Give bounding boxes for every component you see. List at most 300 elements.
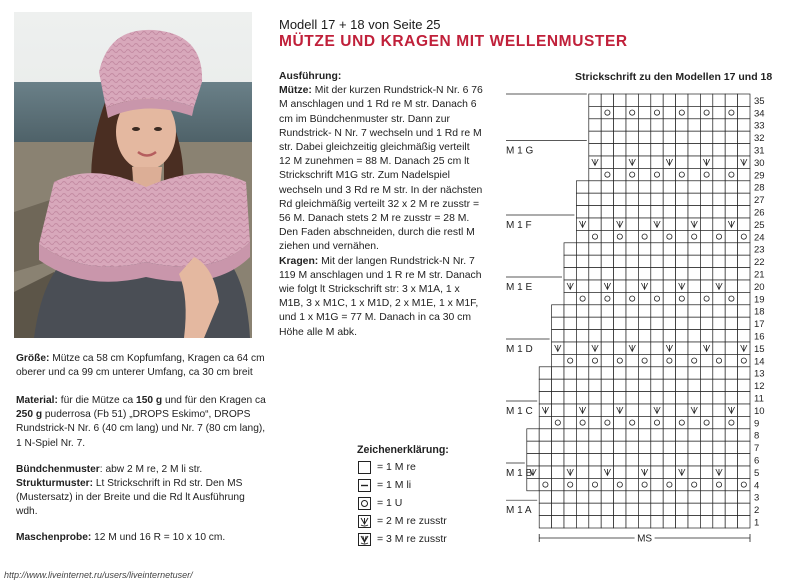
chart-cell bbox=[564, 491, 576, 503]
legend-item-purl bbox=[358, 478, 411, 492]
chart-cell bbox=[552, 466, 564, 478]
chart-cell bbox=[663, 354, 675, 366]
chart-cell bbox=[626, 255, 638, 267]
chart-cell bbox=[738, 206, 750, 218]
chart-cell bbox=[552, 367, 564, 379]
chart-cell bbox=[663, 305, 675, 317]
maschenprobe-label: Maschenprobe: bbox=[16, 532, 92, 543]
chart-cell bbox=[713, 503, 725, 515]
chart-cell bbox=[663, 491, 675, 503]
row-number: 28 bbox=[754, 182, 765, 194]
chart-cell bbox=[589, 429, 601, 441]
chart-cell bbox=[601, 404, 613, 416]
chart-cell bbox=[651, 392, 663, 404]
structure-pattern-info bbox=[16, 477, 266, 520]
chart-cell bbox=[700, 330, 712, 342]
chart-cell bbox=[589, 280, 601, 292]
chart-cell bbox=[700, 392, 712, 404]
chart-cell bbox=[738, 392, 750, 404]
chart-cell bbox=[713, 367, 725, 379]
chart-cell bbox=[651, 168, 663, 180]
chart-cell bbox=[651, 243, 663, 255]
chart-cell bbox=[688, 305, 700, 317]
chart-cell bbox=[651, 478, 663, 490]
row-number: 26 bbox=[754, 207, 765, 219]
chart-cell bbox=[614, 491, 626, 503]
chart-cell bbox=[663, 144, 675, 156]
chart-cell bbox=[713, 429, 725, 441]
chart-cell bbox=[589, 330, 601, 342]
ms-label: MS bbox=[637, 533, 653, 545]
legend-item-yarnover bbox=[358, 496, 402, 510]
instructions-heading: Ausführung: bbox=[279, 71, 342, 82]
chart-cell bbox=[725, 516, 737, 528]
chart-cell bbox=[738, 379, 750, 391]
chart-cell bbox=[601, 330, 613, 342]
chart-cell bbox=[614, 243, 626, 255]
material-label: Material: bbox=[16, 395, 58, 406]
chart-cell bbox=[651, 206, 663, 218]
chart-cell bbox=[638, 106, 650, 118]
chart-cell bbox=[614, 454, 626, 466]
chart-cell bbox=[663, 429, 675, 441]
chart-cell bbox=[589, 106, 601, 118]
chart-cell bbox=[651, 230, 663, 242]
chart-cell bbox=[676, 292, 688, 304]
chart-cell bbox=[601, 193, 613, 205]
chart-cell bbox=[713, 491, 725, 503]
chart-cell bbox=[738, 429, 750, 441]
chart-cell bbox=[713, 144, 725, 156]
chart-cell bbox=[725, 478, 737, 490]
chart-cell bbox=[713, 342, 725, 354]
row-number: 3 bbox=[754, 492, 760, 504]
chart-cell bbox=[676, 491, 688, 503]
row-number: 18 bbox=[754, 306, 765, 318]
chart-cell bbox=[738, 354, 750, 366]
chart-cell bbox=[601, 342, 613, 354]
chart-cell bbox=[663, 367, 675, 379]
chart-cell bbox=[614, 317, 626, 329]
chart-cell bbox=[576, 503, 588, 515]
chart-cell bbox=[676, 317, 688, 329]
chart-cell bbox=[688, 131, 700, 143]
chart-cell bbox=[725, 106, 737, 118]
chart-cell bbox=[688, 144, 700, 156]
chart-cell bbox=[626, 230, 638, 242]
row-number: 2 bbox=[754, 505, 760, 517]
chart-cell bbox=[688, 181, 700, 193]
chart-cell bbox=[725, 416, 737, 428]
chart-cell bbox=[638, 193, 650, 205]
chart-cell bbox=[663, 416, 675, 428]
chart-cell bbox=[564, 429, 576, 441]
chart-cell bbox=[564, 317, 576, 329]
chart-cell bbox=[589, 354, 601, 366]
chart-cell bbox=[539, 392, 551, 404]
section-label: M 1 C bbox=[506, 405, 533, 417]
chart-cell bbox=[651, 367, 663, 379]
chart-cell bbox=[601, 156, 613, 168]
legend-label: = 1 M li bbox=[377, 479, 412, 491]
chart-cell bbox=[576, 193, 588, 205]
struktur-label: Strukturmuster: bbox=[16, 478, 93, 489]
chart-cell bbox=[663, 106, 675, 118]
chart-cell bbox=[700, 503, 712, 515]
chart-cell bbox=[614, 156, 626, 168]
chart-cell bbox=[738, 503, 750, 515]
chart-cell bbox=[663, 516, 675, 528]
chart-cell bbox=[713, 119, 725, 131]
chart-cell bbox=[638, 168, 650, 180]
chart-cell bbox=[651, 131, 663, 143]
chart-cell bbox=[738, 144, 750, 156]
chart-cell bbox=[576, 268, 588, 280]
chart-cell bbox=[700, 454, 712, 466]
chart-cell bbox=[614, 330, 626, 342]
chart-cell bbox=[688, 379, 700, 391]
chart-cell bbox=[700, 491, 712, 503]
section-label: M 1 B bbox=[506, 467, 533, 479]
chart-cell bbox=[527, 441, 539, 453]
purl-stitch-icon bbox=[358, 479, 371, 492]
chart-cell bbox=[725, 342, 737, 354]
chart-cell bbox=[676, 243, 688, 255]
chart-cell bbox=[601, 503, 613, 515]
chart-cell bbox=[601, 106, 613, 118]
chart-cell bbox=[614, 441, 626, 453]
chart-cell bbox=[564, 478, 576, 490]
chart-cell bbox=[564, 379, 576, 391]
chart-cell bbox=[552, 516, 564, 528]
chart-cell bbox=[638, 119, 650, 131]
chart-cell bbox=[564, 454, 576, 466]
chart-cell bbox=[713, 243, 725, 255]
chart-cell bbox=[589, 441, 601, 453]
chart-cell bbox=[626, 305, 638, 317]
k3tog-icon bbox=[358, 533, 371, 546]
chart-cell bbox=[663, 206, 675, 218]
chart-cell bbox=[651, 94, 663, 106]
chart-cell bbox=[738, 404, 750, 416]
chart-cell bbox=[688, 193, 700, 205]
chart-cell bbox=[688, 441, 700, 453]
chart-cell bbox=[601, 168, 613, 180]
chart-cell bbox=[564, 243, 576, 255]
chart-cell bbox=[700, 516, 712, 528]
chart-cell bbox=[713, 354, 725, 366]
row-number: 12 bbox=[754, 381, 765, 393]
chart-cell bbox=[738, 243, 750, 255]
chart-cell bbox=[638, 330, 650, 342]
chart-cell bbox=[738, 193, 750, 205]
chart-cell bbox=[589, 193, 601, 205]
chart-cell bbox=[614, 119, 626, 131]
material-text-2: und für den Kragen ca bbox=[162, 395, 266, 406]
chart-cell bbox=[552, 392, 564, 404]
chart-cell bbox=[688, 516, 700, 528]
chart-cell bbox=[552, 478, 564, 490]
chart-cell bbox=[725, 330, 737, 342]
chart-cell bbox=[738, 94, 750, 106]
chart-cell bbox=[688, 156, 700, 168]
chart-cell bbox=[589, 392, 601, 404]
chart-cell bbox=[614, 292, 626, 304]
chart-cell bbox=[676, 218, 688, 230]
chart-cell bbox=[713, 218, 725, 230]
chart-cell bbox=[614, 144, 626, 156]
chart-cell bbox=[589, 466, 601, 478]
chart-cell bbox=[688, 392, 700, 404]
chart-cell bbox=[651, 193, 663, 205]
chart-cell bbox=[589, 218, 601, 230]
chart-cell bbox=[626, 268, 638, 280]
chart-cell bbox=[700, 280, 712, 292]
chart-cell bbox=[676, 305, 688, 317]
chart-cell bbox=[688, 268, 700, 280]
chart-cell bbox=[589, 94, 601, 106]
chart-cell bbox=[725, 466, 737, 478]
row-number: 15 bbox=[754, 343, 765, 355]
chart-cell bbox=[638, 416, 650, 428]
chart-cell bbox=[539, 416, 551, 428]
chart-cell bbox=[738, 305, 750, 317]
chart-cell bbox=[725, 181, 737, 193]
chart-cell bbox=[725, 131, 737, 143]
legend-label: = 2 M re zusstr bbox=[377, 515, 447, 527]
chart-cell bbox=[638, 354, 650, 366]
chart-cell bbox=[601, 478, 613, 490]
chart-cell bbox=[676, 181, 688, 193]
chart-cell bbox=[713, 230, 725, 242]
chart-cell bbox=[638, 516, 650, 528]
chart-cell bbox=[638, 379, 650, 391]
chart-cell bbox=[651, 317, 663, 329]
chart-cell bbox=[614, 268, 626, 280]
chart-cell bbox=[688, 119, 700, 131]
chart-cell bbox=[663, 454, 675, 466]
row-number: 9 bbox=[754, 418, 760, 430]
chart-cell bbox=[738, 466, 750, 478]
chart-cell bbox=[576, 392, 588, 404]
chart-cell bbox=[576, 230, 588, 242]
chart-cell bbox=[663, 280, 675, 292]
chart-cell bbox=[700, 144, 712, 156]
chart-cell bbox=[589, 230, 601, 242]
chart-cell bbox=[651, 503, 663, 515]
row-number: 14 bbox=[754, 356, 765, 368]
chart-cell bbox=[725, 280, 737, 292]
chart-cell bbox=[688, 354, 700, 366]
row-number: 17 bbox=[754, 319, 765, 331]
chart-cell bbox=[700, 168, 712, 180]
chart-cell bbox=[713, 156, 725, 168]
chart-cell bbox=[564, 503, 576, 515]
legend-item-k3tog bbox=[358, 532, 447, 546]
chart-cell bbox=[626, 106, 638, 118]
chart-cell bbox=[576, 491, 588, 503]
muetze-text: Mit der kurzen Rundstrick-N Nr. 6 76 M anschlagen und 1 Rd re M str. Danach 6 cm im Bündchenmuster str. Dann zur Rundstrick- N Nr. 7 wechseln und 1 Rd re M str. Dabei gleichzeitig gleichmäßig verteilt 12 M zunehmen = 88 M. Danach 25 cm lt Strickschrift M1G str. Zum Nadelspiel wechseln und 3 Rd re M str. In der nächsten Rd gleichmäßig verteilt 32 x 2 M re zusstr = 56 M. Danach stets 2 M re zusstr = 28 M. Den Faden abschneiden, durch die restl M ziehen und vernähen. bbox=[279, 85, 483, 253]
chart-cell bbox=[601, 292, 613, 304]
chart-cell bbox=[589, 292, 601, 304]
chart-cell bbox=[601, 206, 613, 218]
chart-cell bbox=[725, 354, 737, 366]
chart-cell bbox=[626, 292, 638, 304]
chart-cell bbox=[539, 379, 551, 391]
chart-cell bbox=[589, 367, 601, 379]
chart-cell bbox=[663, 503, 675, 515]
chart-cell bbox=[663, 317, 675, 329]
chart-cell bbox=[651, 255, 663, 267]
chart-cell bbox=[725, 454, 737, 466]
chart-cell bbox=[614, 392, 626, 404]
groesse-text: Mütze ca 58 cm Kopfumfang, Kragen ca 64 cm oberer und ca 99 cm unterer Umfang, ca 30 cm breit bbox=[16, 353, 265, 379]
chart-cell bbox=[589, 317, 601, 329]
material-text-1: für die Mütze ca bbox=[57, 395, 137, 406]
chart-cell bbox=[700, 441, 712, 453]
chart-cell bbox=[713, 317, 725, 329]
row-number: 10 bbox=[754, 405, 765, 417]
chart-cell bbox=[614, 429, 626, 441]
chart-cell bbox=[638, 255, 650, 267]
chart-cell bbox=[688, 478, 700, 490]
chart-cell bbox=[552, 317, 564, 329]
chart-cell bbox=[663, 478, 675, 490]
chart-cell bbox=[676, 441, 688, 453]
chart-cell bbox=[638, 441, 650, 453]
chart-cell bbox=[725, 491, 737, 503]
chart-cell bbox=[651, 119, 663, 131]
chart-cell bbox=[601, 268, 613, 280]
chart-cell bbox=[626, 330, 638, 342]
chart-cell bbox=[576, 292, 588, 304]
chart-cell bbox=[676, 342, 688, 354]
chart-cell bbox=[700, 181, 712, 193]
chart-cell bbox=[663, 230, 675, 242]
chart-cell bbox=[738, 218, 750, 230]
chart-cell bbox=[638, 230, 650, 242]
chart-cell bbox=[738, 317, 750, 329]
chart-cell bbox=[564, 416, 576, 428]
chart-cell bbox=[725, 379, 737, 391]
chart-cell bbox=[700, 292, 712, 304]
chart-cell bbox=[614, 367, 626, 379]
chart-cell bbox=[601, 317, 613, 329]
chart-cell bbox=[626, 478, 638, 490]
chart-cell bbox=[738, 454, 750, 466]
chart-cell bbox=[614, 206, 626, 218]
chart-cell bbox=[676, 206, 688, 218]
row-number: 13 bbox=[754, 368, 765, 380]
chart-cell bbox=[700, 94, 712, 106]
chart-cell bbox=[589, 516, 601, 528]
chart-cell bbox=[663, 168, 675, 180]
chart-cell bbox=[676, 168, 688, 180]
chart-cell bbox=[552, 354, 564, 366]
chart-cell bbox=[700, 416, 712, 428]
chart-cell bbox=[589, 379, 601, 391]
chart-cell bbox=[688, 330, 700, 342]
chart-cell bbox=[676, 404, 688, 416]
legend-item-knit bbox=[358, 460, 416, 474]
chart-cell bbox=[713, 416, 725, 428]
chart-cell bbox=[527, 454, 539, 466]
chart-cell bbox=[564, 404, 576, 416]
chart-cell bbox=[589, 144, 601, 156]
chart-cell bbox=[601, 119, 613, 131]
chart-cell bbox=[576, 367, 588, 379]
chart-cell bbox=[713, 292, 725, 304]
chart-cell bbox=[614, 255, 626, 267]
chart-cell bbox=[626, 317, 638, 329]
chart-cell bbox=[601, 181, 613, 193]
chart-cell bbox=[738, 416, 750, 428]
chart-cell bbox=[576, 429, 588, 441]
chart-cell bbox=[725, 206, 737, 218]
chart-cell bbox=[700, 193, 712, 205]
chart-cell bbox=[688, 280, 700, 292]
legend-title: Zeichenerklärung: bbox=[357, 444, 449, 456]
material-amount-collar: 250 g bbox=[16, 409, 43, 421]
chart-cell bbox=[614, 131, 626, 143]
chart-cell bbox=[552, 330, 564, 342]
chart-cell bbox=[626, 367, 638, 379]
chart-cell bbox=[626, 354, 638, 366]
chart-cell bbox=[552, 429, 564, 441]
knit-stitch-icon bbox=[358, 461, 371, 474]
chart-cell bbox=[651, 354, 663, 366]
row-number: 20 bbox=[754, 281, 765, 293]
chart-cell bbox=[576, 379, 588, 391]
chart-cell bbox=[700, 305, 712, 317]
chart-cell bbox=[651, 156, 663, 168]
chart-cell bbox=[564, 441, 576, 453]
chart-cell bbox=[614, 193, 626, 205]
row-number: 8 bbox=[754, 430, 760, 442]
chart-cell bbox=[676, 416, 688, 428]
chart-cell bbox=[601, 491, 613, 503]
chart-cell bbox=[626, 280, 638, 292]
row-number: 29 bbox=[754, 170, 765, 182]
chart-cell bbox=[589, 416, 601, 428]
chart-cell bbox=[589, 243, 601, 255]
chart-cell bbox=[663, 404, 675, 416]
chart-cell bbox=[700, 354, 712, 366]
row-number: 6 bbox=[754, 455, 760, 467]
chart-cell bbox=[700, 243, 712, 255]
legend-item-k2tog bbox=[358, 514, 447, 528]
k2tog-icon bbox=[358, 515, 371, 528]
row-number: 31 bbox=[754, 145, 765, 157]
chart-cell bbox=[589, 181, 601, 193]
chart-cell bbox=[688, 466, 700, 478]
row-number: 33 bbox=[754, 120, 765, 132]
kragen-text: Mit der langen Rundstrick-N Nr. 7 119 M anschlagen und 1 R re M str. Danach wie folgt lt Strickschrift str: 3 x M1A, 1 x M1B, 3 x M1C, 1 x M1D, 2 x M1E, 1 x M1F, und 1 x M1G = 77 M. Danach in ca 30 cm Höhe alle M abk. bbox=[279, 255, 482, 338]
row-number: 16 bbox=[754, 331, 765, 343]
chart-cell bbox=[601, 230, 613, 242]
chart-cell bbox=[589, 305, 601, 317]
chart-cell bbox=[601, 429, 613, 441]
chart-cell bbox=[725, 305, 737, 317]
chart-cell bbox=[713, 181, 725, 193]
chart-cell bbox=[601, 354, 613, 366]
chart-cell bbox=[626, 466, 638, 478]
chart-cell bbox=[651, 416, 663, 428]
chart-cell bbox=[601, 218, 613, 230]
chart-cell bbox=[539, 429, 551, 441]
chart-cell bbox=[626, 168, 638, 180]
chart-cell bbox=[614, 516, 626, 528]
